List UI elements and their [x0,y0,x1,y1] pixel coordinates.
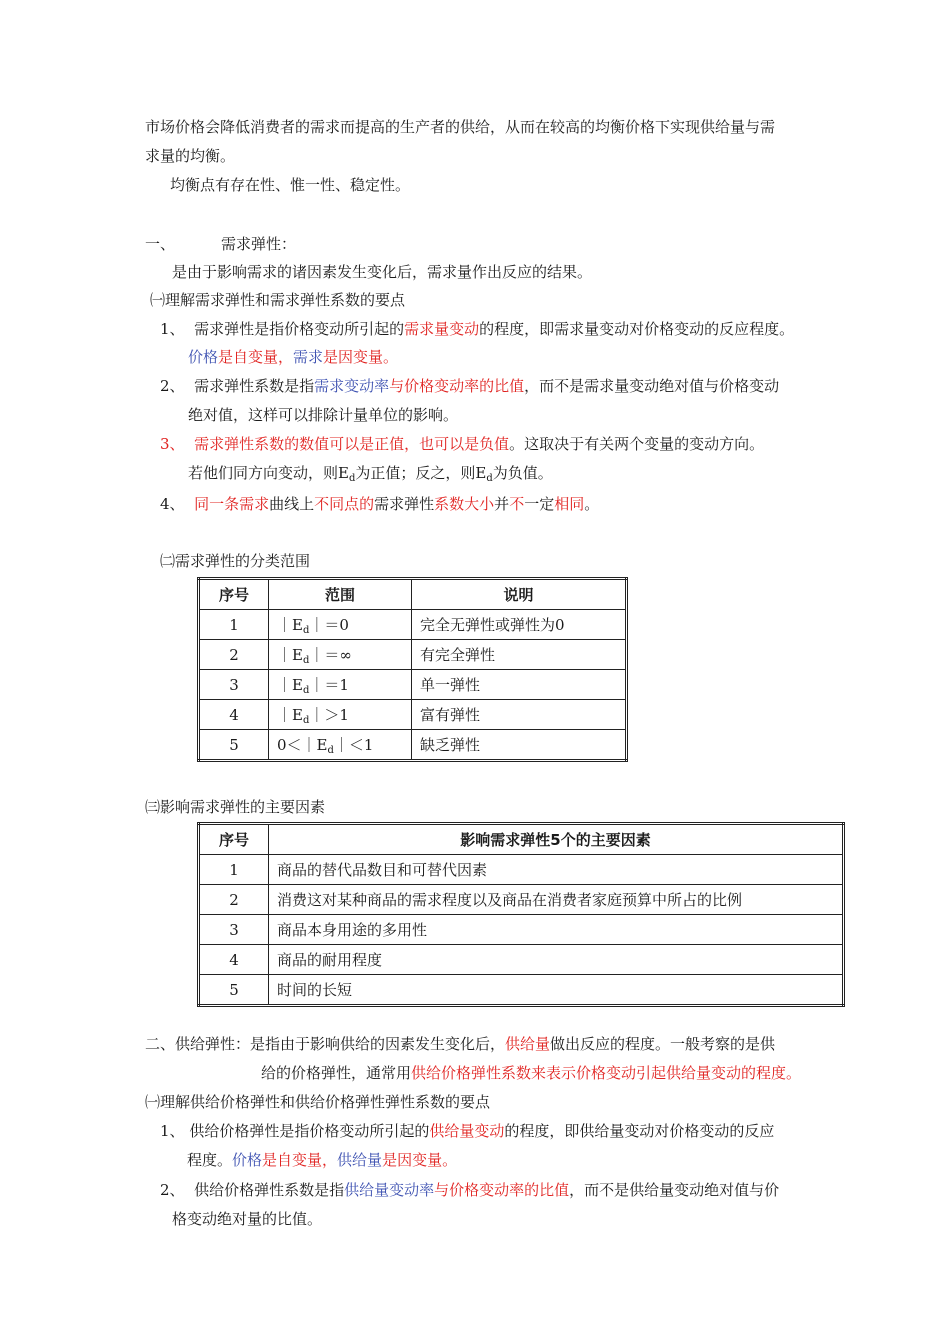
table-row: 2 $|E_d|=\infty$ 有完全弹性 [199,640,627,670]
list-item-3-cont: 若他们同方向变动，则$E_d$为正值；反之，则$E_d$为负值。 [188,464,553,484]
table-row: 3 $|E_d|=1$ 单一弹性 [199,670,627,700]
section-heading-cont: 给的价格弹性，通常用供给价格弹性系数来表示价格变动引起供给量变动的程度。 [261,1064,802,1082]
header-description: 说明 [412,579,627,610]
paragraph-line: 均衡点有存在性、惟一性、稳定性。 [170,176,411,194]
table-row: 4 $|E_d|>1$ 富有弹性 [199,700,627,730]
paragraph-line: 求量的均衡。 [145,147,236,165]
list-item-1-cont: 程度。价格是自变量，供给量是因变量。 [187,1151,458,1169]
table-row: 5 $0<|E_d|<1$ 缺乏弹性 [199,730,627,761]
list-item-2-cont: 绝对值，这样可以排除计量单位的影响。 [188,406,459,424]
header-index: 序号 [199,824,269,855]
table-header-row [199,579,627,610]
table-row: 2 消费这对某种商品的需求程度以及商品在消费者家庭预算中所占的比例 [199,885,844,915]
table-header-row [199,824,844,855]
table-row: 1 商品的替代品数目和可替代因素 [199,855,844,885]
definition-text: 是由于影响需求的诸因素发生变化后，需求量作出反应的结果。 [172,263,593,281]
subsection-heading: ㈡需求弹性的分类范围 [160,552,311,570]
list-item-3: 3、 需求弹性系数的数值可以是正值，也可以是负值。这取决于有关两个变量的变动方向。 [160,435,765,453]
table-row: 1 $|E_d|=0$ 完全无弹性或弹性为0 [199,610,627,640]
list-item-1: 1、 供给价格弹性是指价格变动所引起的供给量变动的程度，即供给量变动对价格变动的反应 [160,1122,775,1140]
paragraph-line: 市场价格会降低消费者的需求而提高的生产者的供给，从而在较高的均衡价格下实现供给量与需 [145,118,776,136]
demand-factors-table [197,822,845,1007]
table-row: 4 商品的耐用程度 [199,945,844,975]
table-row: 5 时间的长短 [199,975,844,1006]
subsection-heading: ㈢影响需求弹性的主要因素 [145,798,326,816]
header-range: 范围 [269,579,412,610]
list-item-2: 2、 需求弹性系数是指需求变动率与价格变动率的比值，而不是需求量变动绝对值与价格变动 [160,377,780,395]
section-heading-supply-elasticity: 二、供给弹性：是指由于影响供给的因素发生变化后，供给量做出反应的程度。一般考察的是供 [145,1035,776,1053]
elasticity-range-table [197,577,628,762]
subsection-heading: ㈠理解供给价格弹性和供给价格弹性弹性系数的要点 [145,1093,491,1111]
header-index: 序号 [199,579,269,610]
section-heading-demand-elasticity: 一、 需求弹性： [145,235,297,253]
list-item-2-cont: 格变动绝对量的比值。 [172,1210,323,1228]
list-item-1-cont: 价格是自变量，需求是因变量。 [188,348,399,366]
list-item-2: 2、 供给价格弹性系数是指供给量变动率与价格变动率的比值，而不是供给量变动绝对值与价 [160,1181,780,1199]
subsection-heading: ㈠理解需求弹性和需求弹性系数的要点 [150,291,406,309]
list-item-4: 4、 同一条需求曲线上不同点的需求弹性系数大小并不一定相同。 [160,495,600,513]
header-factors: 影响需求弹性5个的主要因素 [269,824,844,855]
list-item-1: 1、 需求弹性是指价格变动所引起的需求量变动的程度，即需求量变动对价格变动的反应程度。 [160,320,795,338]
table-row: 3 商品本身用途的多用性 [199,915,844,945]
